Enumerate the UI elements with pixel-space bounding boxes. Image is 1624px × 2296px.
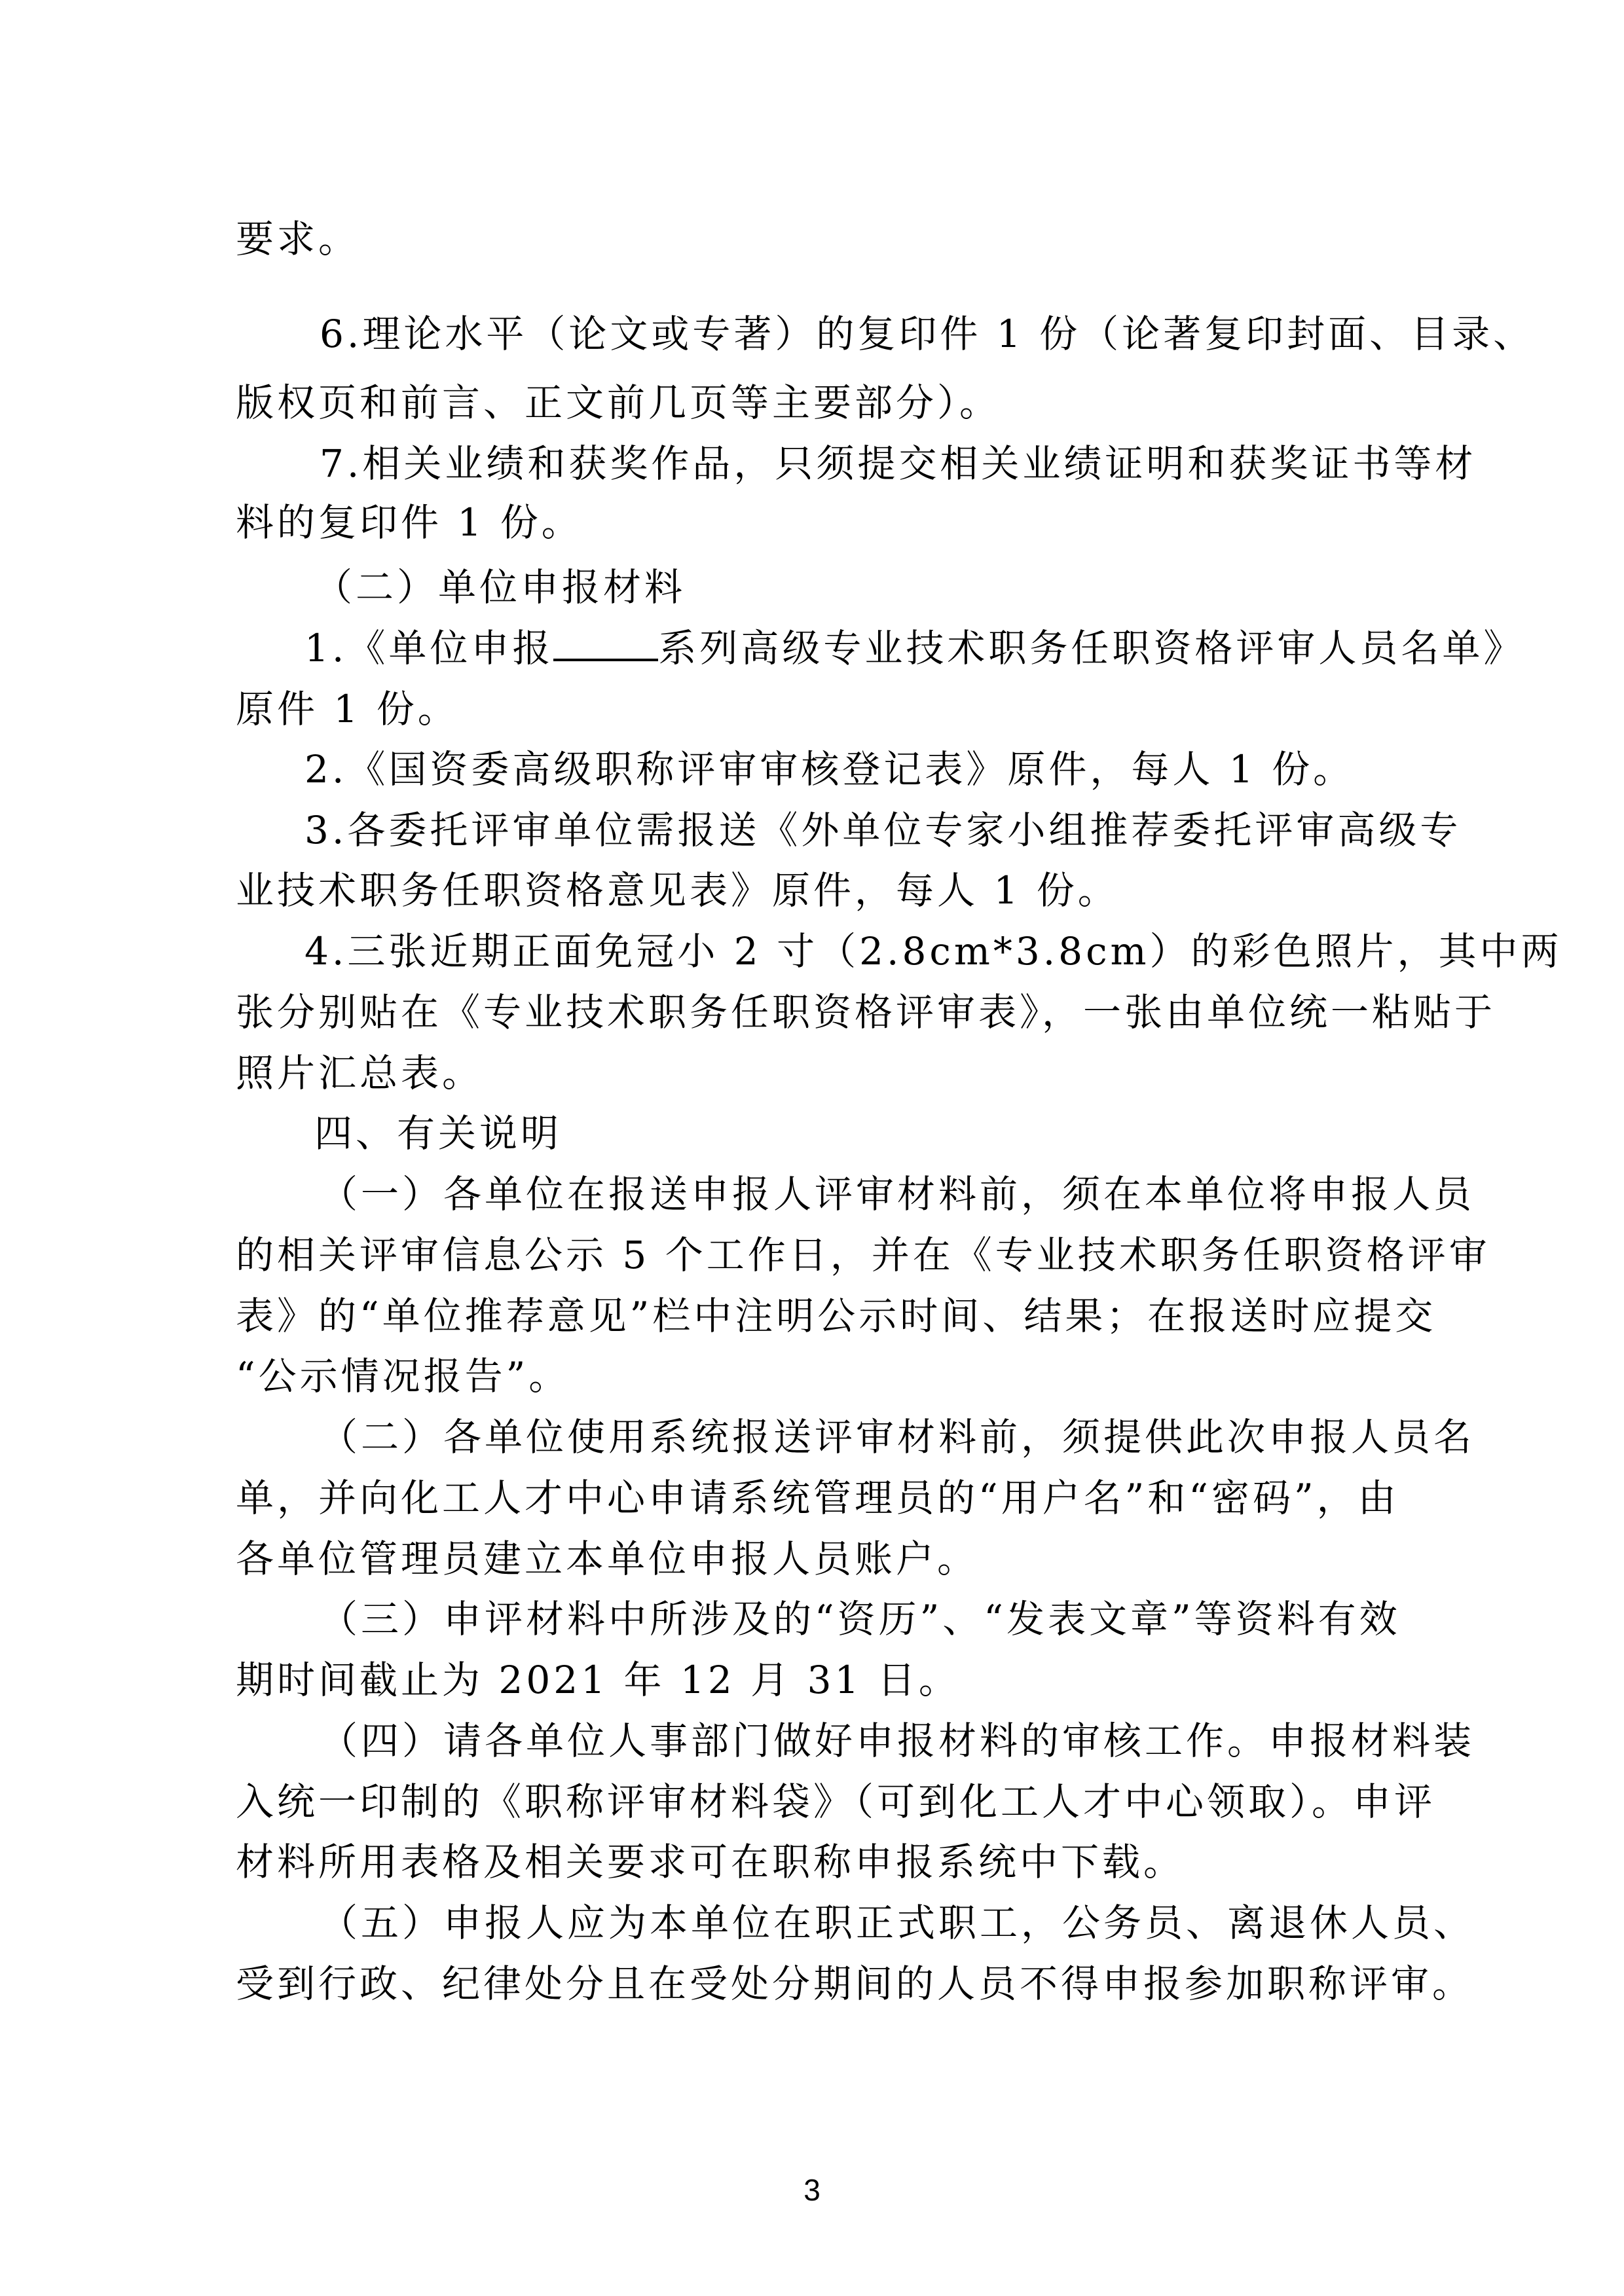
section-heading: （二）单位申报材料 bbox=[314, 565, 686, 610]
text-line: 要求。 bbox=[236, 217, 360, 261]
text-line: 业技术职务任职资格意见表》原件，每人 1 份。 bbox=[236, 868, 1119, 913]
text-line: 料的复印件 1 份。 bbox=[236, 500, 583, 545]
text-line: 材料所用表格及相关要求可在职称申报系统中下载。 bbox=[236, 1840, 1185, 1884]
text-fragment: 1.《单位申报 bbox=[304, 626, 554, 670]
text-line: （一）各单位在报送申报人评审材料前，须在本单位将申报人员 bbox=[320, 1172, 1475, 1216]
text-line bbox=[304, 622, 1525, 674]
text-line: 的相关评审信息公示 5 个工作日，并在《专业技术职务任职资格评审 bbox=[236, 1233, 1490, 1277]
fill-in-blank bbox=[553, 625, 658, 661]
text-line: 4.三张近期正面免冠小 2 寸（2.8cm*3.8cm）的彩色照片，其中两 bbox=[304, 929, 1562, 974]
text-line: （四）请各单位人事部门做好申报材料的审核工作。申报材料装 bbox=[320, 1719, 1475, 1763]
text-line: （二）各单位使用系统报送评审材料前，须提供此次申报人员名 bbox=[320, 1415, 1475, 1459]
text-line: 张分别贴在《专业技术职务任职资格评审表》，一张由单位统一粘贴于 bbox=[236, 990, 1496, 1034]
text-line: 照片汇总表。 bbox=[236, 1051, 484, 1095]
text-line: （三）申评材料中所涉及的“资历”、“发表文章”等资料有效 bbox=[320, 1597, 1401, 1641]
text-line: 原件 1 份。 bbox=[236, 687, 459, 731]
text-line: 2.《国资委高级职称评审审核登记表》原件，每人 1 份。 bbox=[304, 747, 1355, 792]
text-fragment: 系列高级专业技术职务任职资格评审人员名单》 bbox=[658, 626, 1525, 670]
text-line: 版权页和前言、正文前几页等主要部分）。 bbox=[236, 380, 1001, 425]
text-line: 单，并向化工人才中心申请系统管理员的“用户名”和“密码”，由 bbox=[236, 1476, 1399, 1520]
page-number: 3 bbox=[803, 2173, 821, 2207]
text-line: “公示情况报告”。 bbox=[236, 1354, 570, 1398]
text-line: 受到行政、纪律处分且在受处分期间的人员不得申报参加职称评审。 bbox=[236, 1961, 1474, 2006]
section-heading: 四、有关说明 bbox=[314, 1111, 563, 1156]
text-line: 期时间截止为 2021 年 12 月 31 日。 bbox=[236, 1658, 960, 1702]
text-line: 7.相关业绩和获奖作品，只须提交相关业绩证明和获奖证书等材 bbox=[320, 441, 1477, 486]
text-line: 6.理论水平（论文或专著）的复印件 1 份（论著复印封面、目录、 bbox=[320, 312, 1535, 356]
text-line: 3.各委托评审单位需报送《外单位专家小组推荐委托评审高级专 bbox=[304, 808, 1462, 852]
text-line: 表》的“单位推荐意见”栏中注明公示时间、结果；在报送时应提交 bbox=[236, 1294, 1437, 1338]
text-line: （五）申报人应为本单位在职正式职工，公务员、离退休人员、 bbox=[320, 1901, 1475, 1945]
text-line: 各单位管理员建立本单位申报人员账户。 bbox=[236, 1537, 979, 1581]
text-line: 入统一印制的《职称评审材料袋》（可到化工人才中心领取）。申评 bbox=[236, 1779, 1436, 1824]
